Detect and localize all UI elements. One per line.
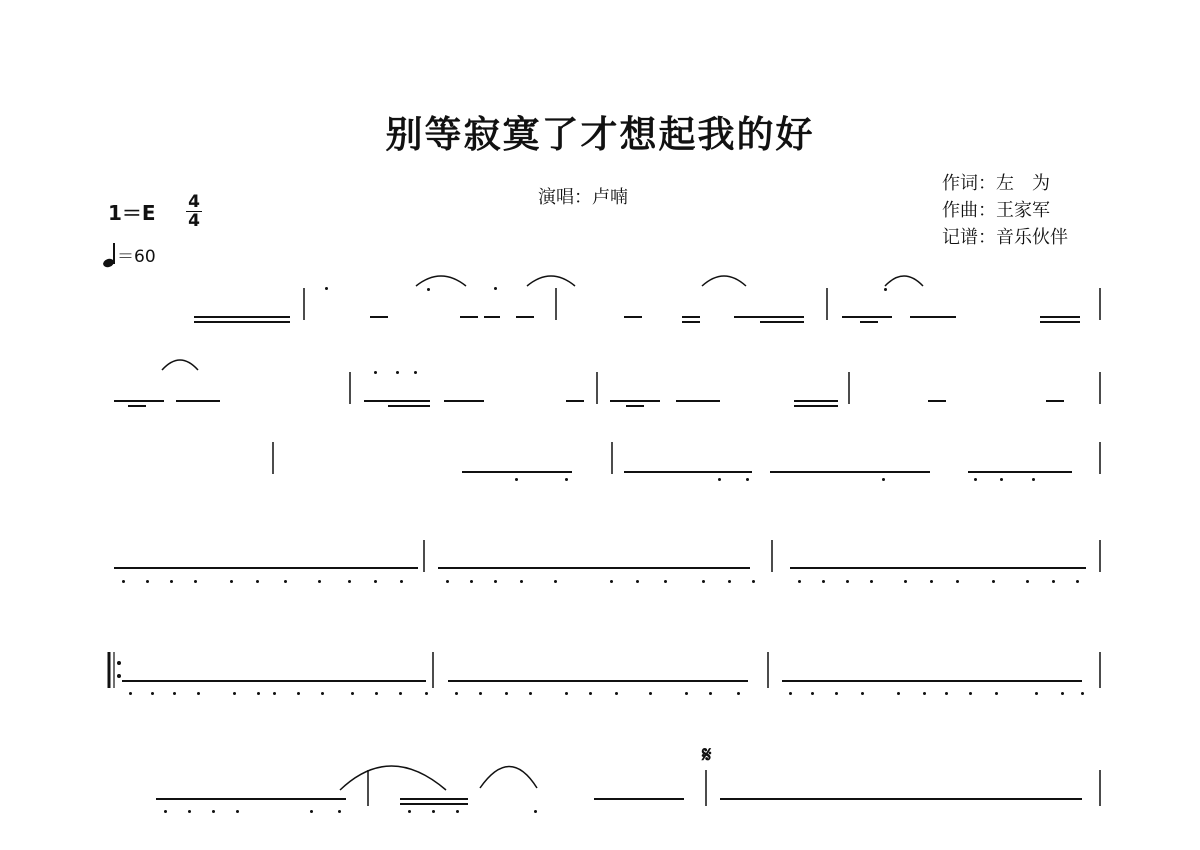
time-signature-bottom: 4 <box>188 211 200 231</box>
composer-credit: 作曲：王家军 <box>942 200 1050 221</box>
tempo-value: ＝60 <box>117 247 156 267</box>
lyricist-credit: 作词：左 为 <box>942 173 1050 194</box>
transcriber-credit: 记谱：音乐伙伴 <box>942 227 1068 248</box>
time-signature-top: 4 <box>188 192 200 212</box>
svg-text:𝄋: 𝄋 <box>702 742 712 768</box>
segno-icon <box>701 742 712 768</box>
key-signature: 1＝E <box>108 201 156 225</box>
slur-marks <box>162 276 923 790</box>
singer-credit: 演唱：卢喃 <box>538 187 628 208</box>
page-title: 别等寂寞了才想起我的好 <box>385 112 815 156</box>
barlines-layer <box>109 288 1100 806</box>
